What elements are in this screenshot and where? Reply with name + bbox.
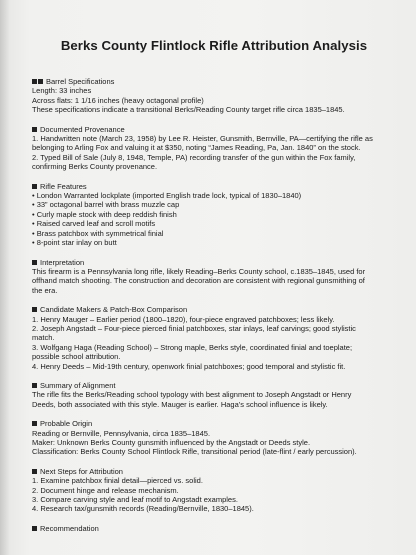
- section-rifle-features: [32, 182, 396, 248]
- square-bullet-icon: [32, 383, 37, 388]
- text-line: Reading or Bernville, Pennsylvania, circa 1835–1845.: [32, 428, 211, 438]
- section-heading: Next Steps for Attribution: [32, 467, 396, 476]
- text-line: 3. Wolfgang Haga (Reading School) – Strong maple, Berks style, coordinated finial and toeplate;: [32, 342, 353, 352]
- text-line: These specifications indicate a transitional Berks/Reading County target rifle circa 1835–1845.: [32, 105, 345, 115]
- text-line: 1. Handwritten note (March 23, 1958) by Lee R. Heister, Gunsmith, Bernville, PA—certifying the rifle as: [32, 134, 373, 144]
- text-line: Length: 33 inches: [32, 86, 92, 96]
- section-heading: Candidate Makers & Patch-Box Comparison: [32, 305, 396, 314]
- section-heading: Probable Origin: [32, 419, 396, 428]
- text-line: offhand match shooting. The construction and decoration are consistent with regional gunsmithing of: [32, 276, 365, 286]
- text-line: The rifle fits the Berks/Reading school typology with best alignment to Joseph Angstadt or Henry: [32, 390, 352, 400]
- text-line: 4. Research tax/gunsmith records (Reading/Bernville, 1830–1845).: [32, 504, 254, 514]
- square-bullet-icon: [32, 260, 37, 265]
- section-documented-provenance: [32, 125, 396, 172]
- section-candidate-makers: [32, 305, 396, 371]
- text-line: Across flats: 1 1/16 inches (heavy octagonal profile): [32, 95, 204, 105]
- section-heading: Recommendation: [32, 524, 396, 533]
- square-bullet-icon: [32, 469, 37, 474]
- text-line: Classification: Berks County School Flintlock Rifle, transitional period (late-flint / early percussion).: [32, 447, 357, 457]
- text-line: 3. Compare carving style and leaf motif to Angstadt examples.: [32, 495, 238, 505]
- text-line: 1. Examine patchbox finial detail—pierced vs. solid.: [32, 476, 203, 486]
- text-line: This firearm is a Pennsylvania long rifle, likely Reading–Berks County school, c.1835–1845, used for: [32, 266, 366, 276]
- square-bullet-icon: [32, 184, 37, 189]
- text-line: confirming Berks County provenance.: [32, 162, 158, 172]
- text-line: Maker: Unknown Berks County gunsmith influenced by the Angstadt or Deeds style.: [32, 438, 311, 447]
- list-item: • Brass patchbox with symmetrical finial: [32, 228, 164, 238]
- text-line: 1. Henry Mauger – Earlier period (1800–1820), four-piece engraved patchboxes; less likely.: [32, 314, 335, 324]
- text-line: the era.: [32, 285, 58, 295]
- section-heading: Barrel Specifications: [32, 77, 396, 86]
- section-interpretation: [32, 258, 396, 296]
- text-line: possible school attribution.: [32, 352, 121, 362]
- square-bullet-icon: [32, 421, 37, 426]
- text-line: 4. Henry Deeds – Mid-19th century, openwork finial patchboxes; good temporal and stylistic fit.: [32, 361, 346, 371]
- text-line: 2. Typed Bill of Sale (July 8, 1948, Temple, PA) recording transfer of the gun within the Fox family,: [32, 152, 356, 162]
- section-probable-origin: [32, 419, 396, 457]
- text-line: match.: [32, 333, 55, 343]
- text-line: belonging to Arling Fox and valuing it at $350, noting “James Reading, Pa, Jan. 1840” on the stock.: [32, 143, 361, 153]
- section-heading: Summary of Alignment: [32, 381, 396, 390]
- section-barrel-specifications: [32, 77, 396, 115]
- section-heading: Documented Provenance: [32, 125, 396, 134]
- document-title: Berks County Flintlock Rifle Attribution Analysis: [60, 38, 368, 53]
- text-line: Deeds, both associated with this style. Mauger is earlier. Haga’s school influence is likely.: [32, 399, 328, 409]
- list-item: • Raised carved leaf and scroll motifs: [32, 219, 156, 229]
- square-bullet-icon: [32, 307, 37, 312]
- list-item: • 8-point star inlay on butt: [32, 238, 117, 248]
- text-line: 2. Joseph Angstadt – Four-piece pierced finial patchboxes, star inlays, leaf carvings; good stylistic: [32, 323, 356, 333]
- square-bullet-icon: [32, 79, 37, 84]
- list-item: • Curly maple stock with deep reddish finish: [32, 209, 177, 219]
- section-heading: Interpretation: [32, 258, 396, 267]
- section-summary-of-alignment: [32, 381, 396, 409]
- section-next-steps: [32, 467, 396, 514]
- square-bullet-icon: [32, 526, 37, 531]
- section-heading: Rifle Features: [32, 182, 396, 191]
- square-bullet-icon: [32, 127, 37, 132]
- list-item: • London Warranted lockplate (imported English trade lock, typical of 1830–1840): [32, 191, 302, 201]
- section-recommendation: [32, 524, 396, 533]
- list-item: • 33” octagonal barrel with brass muzzle cap: [32, 200, 180, 210]
- text-line: 2. Document hinge and release mechanism.: [32, 485, 179, 495]
